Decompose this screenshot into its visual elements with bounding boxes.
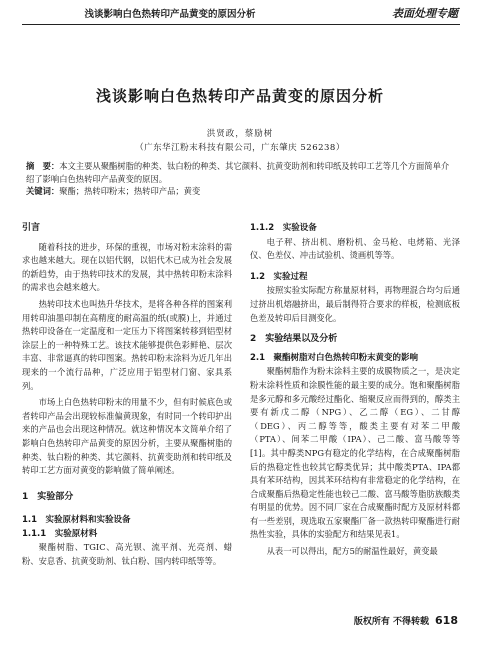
intro-paragraph-3: 市场上白色热转印粉末的用量不少，但有时候底色或者转印产品会出现较标准偏黄现象，有时同一个转印护出来的产品也会出现这种情况。就这种情况本文简单介绍了影响白色热转印产品黄变的原因分析，主要从聚酯树脂的种类、钛白粉的种类、其它颜料、抗黄变助剂和转印纸及转印工艺方面对黄变的影响做了简单阐述。 [22,397,232,476]
section-label: 表面处理专题 [392,7,458,20]
running-header [0,0,480,26]
keywords-label: 关键词： [26,186,60,196]
right-column [250,222,460,562]
intro-paragraph-2: 热转印技术也叫热升华技术，是将各种各样的图案利用转印油墨印制在高精度的耐高温的纸(或膜)上，并通过热转印设备在一定温度和一定压力下将图案转移到铝型材涂层上的一种特殊工艺。该技术能够提供色彩鲜艳、层次丰富、非常逼真的转印图案。热转印粉末涂料为近几年出现来的一个流行品种，广泛应用于铝型材门窗、家具系列。 [22,298,232,391]
left-column [22,222,232,572]
resin-paragraph: 聚酯树脂作为粉末涂料主要的成膜物质之一，是决定粉末涂料性质和涂膜性能的最主要的成分。饱和聚酯树脂是多元醇和多元酸经过酯化、缩聚反应而得到的，醇类主要有新戊二醇（NPG）、乙二醇（EG）、二甘醇（DEG）、丙二醇等等，酸类主要有对苯二甲酸（PTA）、间苯二甲酸（IPA）、己二酸、富马酸等等 [1]。其中醇类NPG有稳定的化学结构，在合成聚酯树脂后的热稳定性也较其它醇类优异；其中酸类PTA、IPA都具有苯环结构，因其苯环结构有非常稳定的化学结构，在合成聚酯后热稳定性能也较己二酸、富马酸等脂肪族酸类有明显的优势。因不同厂家在合成聚酯时配方及原材料都有一些差别，现选取五家聚酯厂备一款热转印聚酯进行耐热性实验，具体的实验配方和结果见表1。 [250,366,460,540]
heading-section-1: 1 实验部分 [22,491,74,502]
abstract-block [26,160,456,198]
heading-section-1-1: 1.1 实验原材料和实验设备 [22,515,131,526]
intro-paragraph-1: 随着科技的进步，环保的重视，市场对粉末涂料的需求也越来越大。现在以铝代钢，以铝代木已成为社会发展的新趋势，由于热转印技术的发展，其中热转印粉末涂料的需求也会越来越大。 [22,241,232,293]
heading-section-2: 2 实验结果以及分析 [250,334,338,345]
materials-paragraph: 聚酯树脂、TGIC、高光钡、流平剂、光亮剂、蜡粉、安息香、抗黄变助剂、钛白粉、国内转印纸等等。 [22,542,232,567]
heading-section-1-1-2: 1.1.2 实验设备 [250,223,317,233]
process-paragraph: 按照实验实际配方称量原材料，再物理混合均匀后通过挤出机熔融挤出，最后制得符合要求的样板，检测底板色差及转印后目测变化。 [250,285,460,323]
table-conclusion-paragraph: 从表一可以得出，配方5的耐温性最好，黄变最 [266,546,438,557]
authors: 洪贤政，蔡励树 [206,129,274,139]
equipment-paragraph: 电子秤、挤出机、磨粉机、金马枪、电烤箱、光泽仪、色差仪、冲击试验机、烫画机等等。 [250,236,460,261]
page-footer [354,614,458,627]
keywords-text: 聚酯；热转印粉末；热转印产品；黄变 [59,186,201,196]
heading-section-1-2: 1.2 实验过程 [250,271,308,282]
page-number: 618 [435,614,458,627]
keywords [26,185,456,198]
article-title: 浅谈影响白色热转印产品黄变的原因分析 [95,87,384,105]
running-title: 浅谈影响白色热转印产品黄变的原因分析 [84,9,256,20]
affiliation: （广东华江粉末科技有限公司，广东肇庆 526238） [135,143,345,153]
heading-section-2-1: 2.1 聚酯树脂对白色热转印粉末黄变的影响 [250,352,419,363]
header-rule [22,24,460,25]
heading-section-1-1-1: 1.1.1 实验原材料 [22,528,98,539]
abstract [26,160,456,185]
abstract-text: 本文主要从聚酯树脂的种类、钛白粉的种类、其它颜料、抗黄变助剂和转印纸及转印工艺等几个方面简单介绍了影响白色热转印产品黄变的原因。 [26,161,450,184]
abstract-label: 摘 要： [26,161,60,171]
heading-introduction: 引言 [22,223,41,233]
copyright-notice: 版权所有 不得转载 [353,617,430,627]
